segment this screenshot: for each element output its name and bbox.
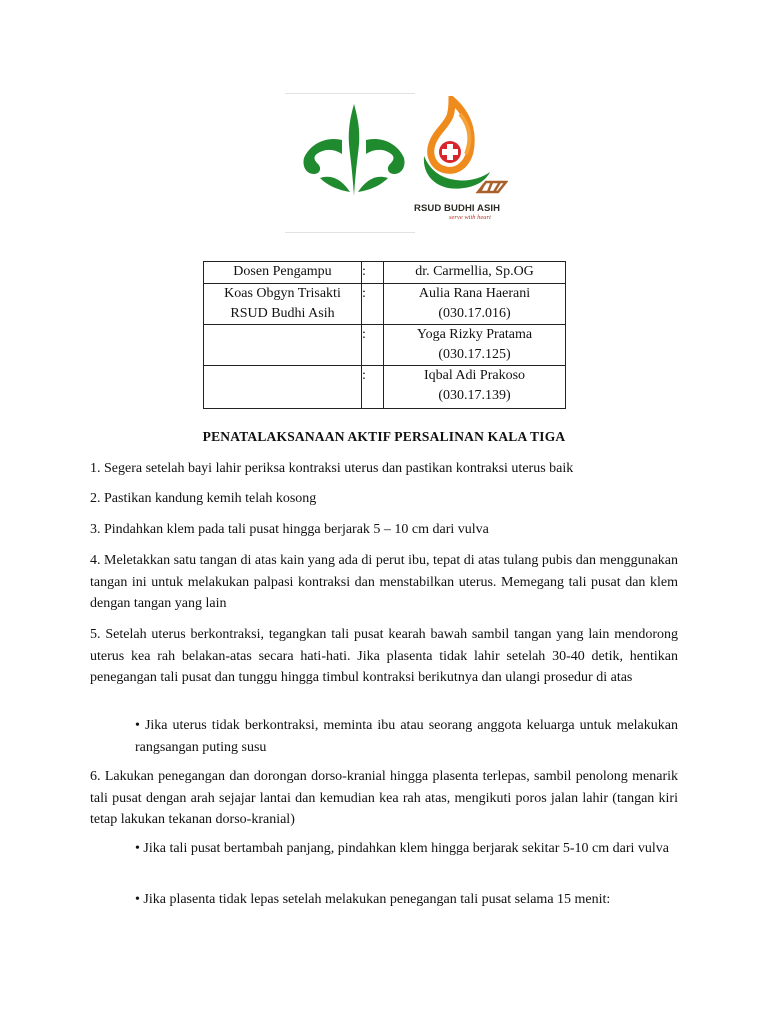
- table-cell-colon: :: [362, 366, 384, 409]
- student-name: Iqbal Adi Prakoso: [423, 368, 526, 383]
- table-cell-colon: :: [362, 284, 384, 325]
- student-id: (030.17.125): [438, 347, 511, 362]
- step-4: 4. Meletakkan satu tangan di atas kain yang ada di perut ibu, tepat di atas tulang pubis dan menggunakan tangan ini untuk melakukan palpasi kontraksi dan menstabilkan uterus. Memegang tali pusat dan klem dengan tangan yang lain: [90, 553, 678, 611]
- step-5: 5. Setelah uterus berkontraksi, tegangkan tali pusat kearah bawah sambil tangan yang lain mendorong uterus kea rah belakan-atas secara hati-hati. Jika plasenta tidak lahir setelah 30-40 detik, hentikan penegangan tali pusat dan tunggu hingga timbul kontraksi berikutnya dan ulangi prosedur di atas: [90, 627, 678, 685]
- bullet-6b: • Jika plasenta tidak lepas setelah melakukan penegangan tali pusat selama 15 menit:: [135, 892, 611, 907]
- label-line: RSUD Budhi Asih: [230, 306, 335, 321]
- table-cell-value: dr. Carmellia, Sp.OG: [384, 262, 566, 284]
- logo-caption: RSUD BUDHI ASIH: [414, 203, 501, 214]
- student-id: (030.17.139): [438, 388, 511, 403]
- student-name: Yoga Rizky Pratama: [416, 327, 533, 342]
- table-cell-colon: :: [362, 325, 384, 366]
- table-row: [204, 262, 566, 284]
- table-cell-label: Dosen Pengampu: [204, 262, 362, 284]
- info-table: [203, 261, 566, 409]
- table-cell-colon: :: [362, 262, 384, 284]
- label-line: Koas Obgyn Trisakti: [224, 286, 341, 301]
- bullet-5a: • Jika uterus tidak berkontraksi, meminta ibu atau seorang anggota keluarga untuk melakukan rangsangan puting susu: [135, 718, 678, 755]
- step-2: 2. Pastikan kandung kemih telah kosong: [90, 491, 317, 506]
- bullet-6a: • Jika tali pusat bertambah panjang, pindahkan klem hingga berjarak sekitar 5-10 cm dari vulva: [135, 841, 670, 856]
- trisakti-emblem-icon: [298, 100, 410, 200]
- student-name: Aulia Rana Haerani: [418, 286, 531, 301]
- table-cell-label: [204, 325, 362, 366]
- table-row: [204, 366, 566, 409]
- logo-tagline: serve with heart: [449, 214, 491, 221]
- document-title: PENATALAKSANAAN AKTIF PERSALINAN KALA TIGA: [202, 429, 566, 444]
- rsud-budhi-asih-logo-icon: [412, 96, 508, 204]
- table-cell-label: [204, 366, 362, 409]
- table-row: [204, 325, 566, 366]
- table-cell-value: [384, 325, 566, 366]
- table-cell-value: [384, 366, 566, 409]
- step-1: 1. Segera setelah bayi lahir periksa kontraksi uterus dan pastikan kontraksi uterus baik: [90, 461, 574, 476]
- table-row: [204, 284, 566, 325]
- table-cell-value: [384, 284, 566, 325]
- step-3: 3. Pindahkan klem pada tali pusat hingga berjarak 5 – 10 cm dari vulva: [90, 522, 489, 537]
- step-6: 6. Lakukan penegangan dan dorongan dorso-kranial hingga plasenta terlepas, sambil penolong menarik tali pusat dengan arah sejajar lantai dan kemudian kea rah atas, mengikuti poros jalan lahir (tangan kiri tetap lakukan tekanan dorso-kranial): [90, 769, 678, 827]
- table-cell-label: [204, 284, 362, 325]
- student-id: (030.17.016): [438, 306, 511, 321]
